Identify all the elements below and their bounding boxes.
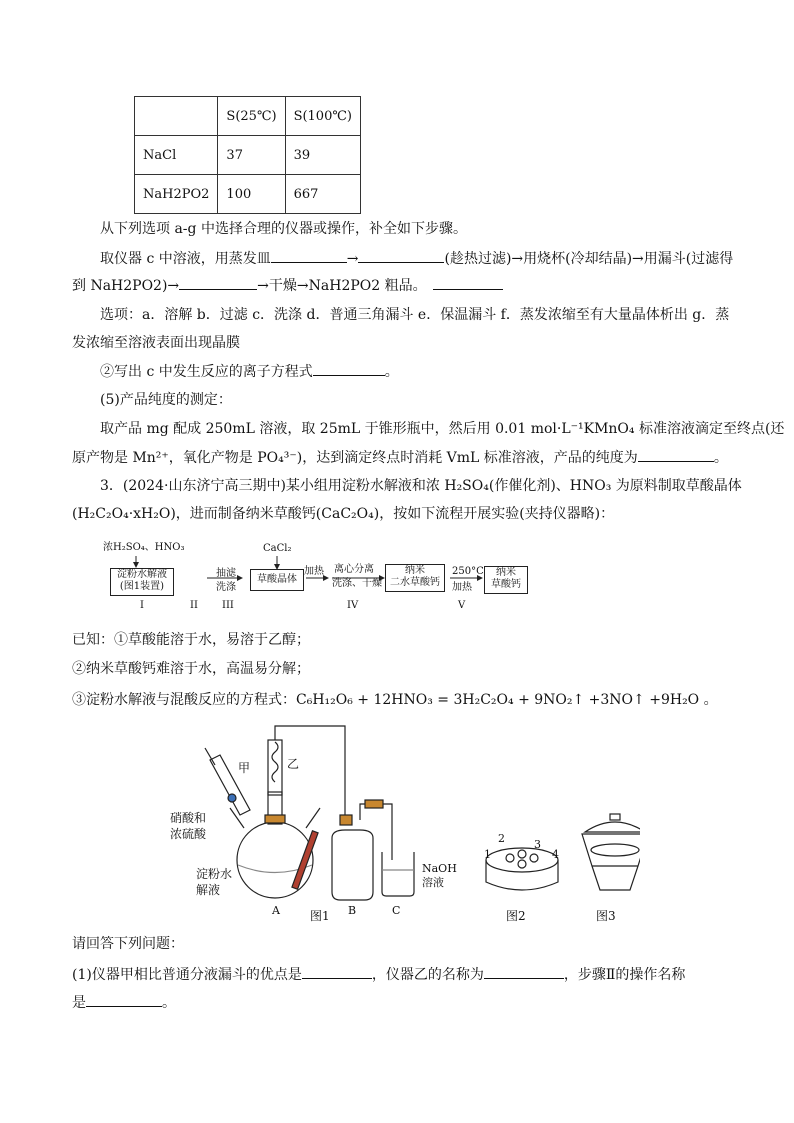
paragraph [72, 992, 176, 1013]
paragraph: 3．(2024·山东济宁高三期中)某小组用淀粉水解液和浓 H₂SO₄(作催化剂)、HNO₃ 为原料制取草酸晶体 [100, 478, 742, 494]
table-cell: NaCl [135, 136, 218, 175]
gas-bottle-B [332, 830, 373, 900]
condenser-yi [268, 740, 282, 795]
answer-blank [86, 992, 162, 1007]
flow-step-number: IV [347, 600, 359, 611]
label-acid: 浓硫酸 [170, 827, 207, 841]
flow-box-label: (图1装置) [119, 581, 165, 592]
flow-step-label: 加热 [452, 582, 472, 593]
label-B: B [348, 904, 357, 917]
answer-blank [484, 964, 564, 979]
answer-blank [302, 964, 372, 979]
paragraph: 从下列选项 a-g 中选择合理的仪器或操作，补全如下步骤。 [100, 221, 467, 237]
flow-box-label: 纳米 [405, 565, 425, 576]
table-row [135, 97, 361, 136]
label-starch: 解液 [196, 883, 221, 897]
text: ②写出 c 中发生反应的离子方程式 [100, 364, 313, 380]
flow-box-oxalic-crystal: 草酸晶体 [250, 569, 304, 591]
paragraph: 取产品 mg 配成 250mL 溶液，取 25mL 于锥形瓶中，然后用 0.01 mol·L⁻¹KMnO₄ 标准溶液滴定至终点(还 [100, 421, 785, 437]
paragraph [72, 275, 503, 296]
flow-box-label: 纳米 [496, 567, 516, 578]
label-starch: 淀粉水 [196, 867, 233, 881]
label-num: 4 [552, 848, 559, 861]
table-header-s25: S(25℃) [218, 97, 285, 136]
text: 。 [384, 364, 399, 380]
beaker-C [382, 852, 414, 896]
label-yi: 乙 [287, 757, 300, 771]
text: → [346, 251, 359, 267]
flow-step-label: 洗涤、干燥 [332, 578, 382, 589]
answer-blank [179, 275, 257, 290]
flow-step-number: V [458, 600, 466, 611]
answer-blank [638, 447, 714, 462]
text: 。 [162, 995, 176, 1011]
caption-fig1: 图1 [310, 909, 330, 923]
label-num: 2 [498, 832, 505, 845]
answer-blank [358, 248, 444, 263]
paragraph: 已知：①草酸能溶于水，易溶于乙醇； [72, 632, 310, 648]
answer-blank [433, 275, 503, 290]
flow-step-label: 离心分离 [334, 564, 374, 575]
flow-reagent: 浓H₂SO₄、HNO₃ [103, 542, 185, 553]
paragraph: 请回答下列问题： [72, 936, 184, 952]
flow-step-label: 加热 [304, 566, 324, 577]
table-cell: 100 [218, 175, 285, 214]
label-naoh: NaOH [422, 862, 457, 875]
flow-box-label: 二水草酸钙 [390, 577, 440, 588]
paragraph [72, 447, 728, 468]
table-cell: 667 [285, 175, 360, 214]
paragraph: 发浓缩至溶液表面出现晶膜 [72, 335, 240, 351]
label-num: 1 [484, 848, 491, 861]
text: →干燥→NaH2PO2 粗品。 [257, 278, 427, 294]
table-cell: NaH2PO2 [135, 175, 218, 214]
flow-step-number: I [140, 600, 144, 611]
text: 到 NaH2PO2)→ [72, 278, 180, 294]
table-cell: 39 [285, 136, 360, 175]
paragraph [100, 361, 399, 382]
flow-step-label: 250°C [452, 566, 484, 577]
flow-box-label: 草酸钙 [491, 579, 521, 590]
desiccator-lid [585, 822, 640, 832]
flow-step-label: 洗涤 [216, 582, 236, 593]
caption-fig2: 图2 [506, 909, 526, 923]
table-cell: 37 [218, 136, 285, 175]
flow-box-starch [110, 568, 174, 596]
text: 原产物是 Mn²⁺，氧化产物是 PO₄³⁻)，达到滴定终点时消耗 VmL 标准溶液，产品的纯度为 [72, 450, 638, 466]
paragraph: (H₂C₂O₄·xH₂O)，进而制备纳米草酸钙(CaC₂O₄)，按如下流程开展实验(夹持仪器略)： [72, 506, 615, 522]
label-jia: 甲 [238, 761, 251, 775]
label-naoh: 溶液 [422, 876, 444, 889]
paragraph: 选项：a．溶解 b．过滤 c．洗涤 d．普通三角漏斗 e．保温漏斗 f．蒸发浓缩至有大量晶体析出 g．蒸 [100, 307, 730, 323]
table-cell [135, 97, 218, 136]
answer-blank [271, 248, 347, 263]
paragraph: ③淀粉水解液与混酸反应的方程式：C₆H₁₂O₆ + 12HNO₃ = 3H₂C₂O₄ + 9NO₂↑ +3NO↑ +9H₂O 。 [72, 692, 718, 708]
flow-box-nano-caox [484, 566, 528, 594]
thermometer [292, 831, 318, 889]
answer-blank [313, 361, 385, 376]
label-num: 3 [534, 838, 541, 851]
paragraph: (5)产品纯度的测定： [100, 392, 232, 408]
text: 取仪器 c 中溶液，用蒸发皿 [100, 251, 271, 267]
text: (趁热过滤)→用烧杯(冷却结晶)→用漏斗(过滤得 [444, 251, 734, 267]
flow-reagent-cacl2: CaCl₂ [263, 543, 292, 554]
flow-step-label: 抽滤 [216, 568, 236, 579]
table-row [135, 175, 361, 214]
apparatus-figure [160, 720, 640, 925]
label-A: A [272, 904, 280, 917]
paragraph [72, 964, 685, 985]
text: 是 [72, 995, 86, 1011]
label-C: C [392, 904, 401, 917]
flow-step-number: II [190, 600, 198, 611]
text: ，步骤Ⅱ的操作名称 [563, 967, 686, 983]
table-row [135, 136, 361, 175]
label-acid: 硝酸和 [170, 811, 207, 825]
text: (1)仪器甲相比普通分液漏斗的优点是 [72, 967, 302, 983]
flow-box-dihydrate [385, 564, 445, 592]
paragraph: ②纳米草酸钙难溶于水，高温易分解； [72, 661, 310, 677]
flow-step-number: III [222, 600, 234, 611]
caption-fig3: 图3 [596, 909, 616, 923]
solubility-table [134, 96, 361, 214]
paragraph [100, 248, 733, 269]
text: 。 [713, 450, 728, 466]
flow-box-label: 淀粉水解液 [117, 569, 167, 580]
table-header-s100: S(100℃) [285, 97, 360, 136]
text: ，仪器乙的名称为 [371, 967, 484, 983]
